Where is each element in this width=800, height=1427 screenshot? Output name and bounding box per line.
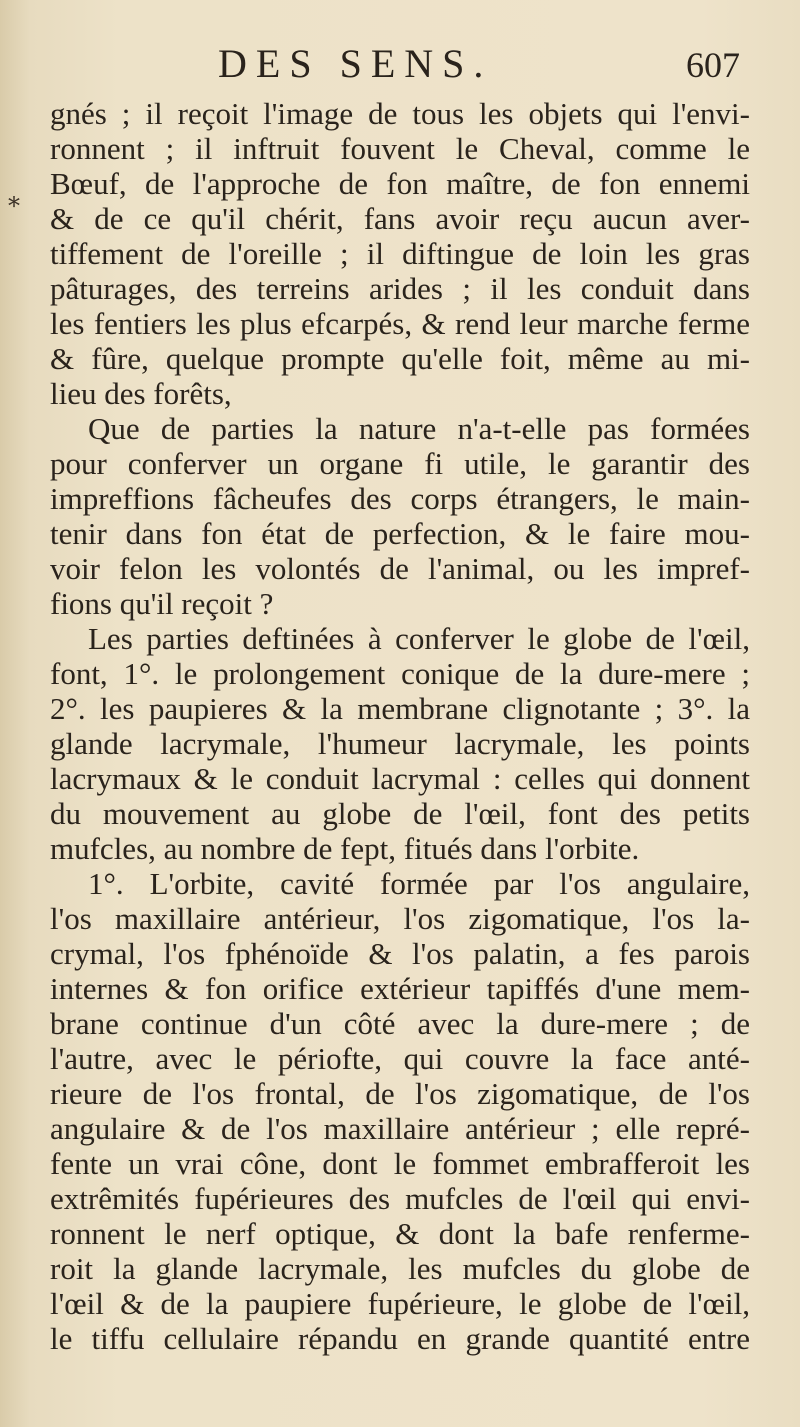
text-line: Les parties deftinées à conferver le globe de l'œil,: [88, 621, 750, 656]
text-line: les fentiers les plus efcarpés, & rend leur marche ferme: [50, 306, 750, 341]
text-line: ronnent ; il inftruit fouvent le Cheval, comme le: [50, 131, 750, 166]
text-line: & de ce qu'il chérit, fans avoir reçu aucun aver-: [50, 201, 750, 236]
text-line: l'autre, avec le périofte, qui couvre la face anté-: [50, 1041, 750, 1076]
text-line: le tiffu cellulaire répandu en grande quantité entre: [50, 1321, 750, 1356]
text-line: du mouvement au globe de l'œil, font des petits: [50, 796, 750, 831]
text-line: mufcles, au nombre de fept, fitués dans l'orbite.: [50, 831, 640, 866]
text-line: brane continue d'un côté avec la dure-mere ; de: [50, 1006, 750, 1041]
text-line: rieure de l'os frontal, de l'os zigomatique, de l'os: [50, 1076, 750, 1111]
text-line: fente un vrai cône, dont le fommet embrafferoit les: [50, 1146, 750, 1181]
text-line: 1°. L'orbite, cavité formée par l'os angulaire,: [88, 866, 750, 901]
text-line: tenir dans fon état de perfection, & le faire mou-: [50, 516, 750, 551]
text-line: gnés ; il reçoit l'image de tous les objets qui l'envi-: [50, 96, 750, 131]
text-line: impreffions fâcheufes des corps étrangers, le main-: [50, 481, 750, 516]
text-line: glande lacrymale, l'humeur lacrymale, les points: [50, 726, 750, 761]
text-line: voir felon les volontés de l'animal, ou les impref-: [50, 551, 750, 586]
margin-mark: *: [8, 192, 20, 220]
text-line: angulaire & de l'os maxillaire antérieur ; elle repré-: [50, 1111, 750, 1146]
text-line: lieu des forêts,: [50, 376, 232, 411]
text-line: 2°. les paupieres & la membrane clignotante ; 3°. la: [50, 691, 750, 726]
text-line: lacrymaux & le conduit lacrymal : celles qui donnent: [50, 761, 750, 796]
text-line: l'os maxillaire antérieur, l'os zigomatique, l'os la-: [50, 901, 750, 936]
running-head: DES SENS.: [218, 41, 493, 86]
text-line: & fûre, quelque prompte qu'elle foit, même au mi-: [50, 341, 750, 376]
page-header: [0, 40, 800, 92]
text-line: pâturages, des terreins arides ; il les conduit dans: [50, 271, 750, 306]
text-line: pour conferver un organe fi utile, le garantir des: [50, 446, 750, 481]
text-line: tiffement de l'oreille ; il diftingue de loin les gras: [50, 236, 750, 271]
text-line: font, 1°. le prolongement conique de la dure-mere ;: [50, 656, 750, 691]
text-line: Que de parties la nature n'a-t-elle pas formées: [88, 411, 750, 446]
text-line: Bœuf, de l'approche de fon maître, de fon ennemi: [50, 166, 750, 201]
text-line: internes & fon orifice extérieur tapiffés d'une mem-: [50, 971, 750, 1006]
text-line: extrêmités fupérieures des mufcles de l'œil qui envi-: [50, 1181, 750, 1216]
body-text: [50, 96, 750, 1356]
text-line: roit la glande lacrymale, les mufcles du globe de: [50, 1251, 750, 1286]
text-line: fions qu'il reçoit ?: [50, 586, 274, 621]
page-number: 607: [686, 45, 740, 85]
text-line: l'œil & de la paupiere fupérieure, le globe de l'œil,: [50, 1286, 750, 1321]
text-line: ronnent le nerf optique, & dont la bafe renferme-: [50, 1216, 750, 1251]
text-line: crymal, l'os fphénoïde & l'os palatin, a fes parois: [50, 936, 750, 971]
